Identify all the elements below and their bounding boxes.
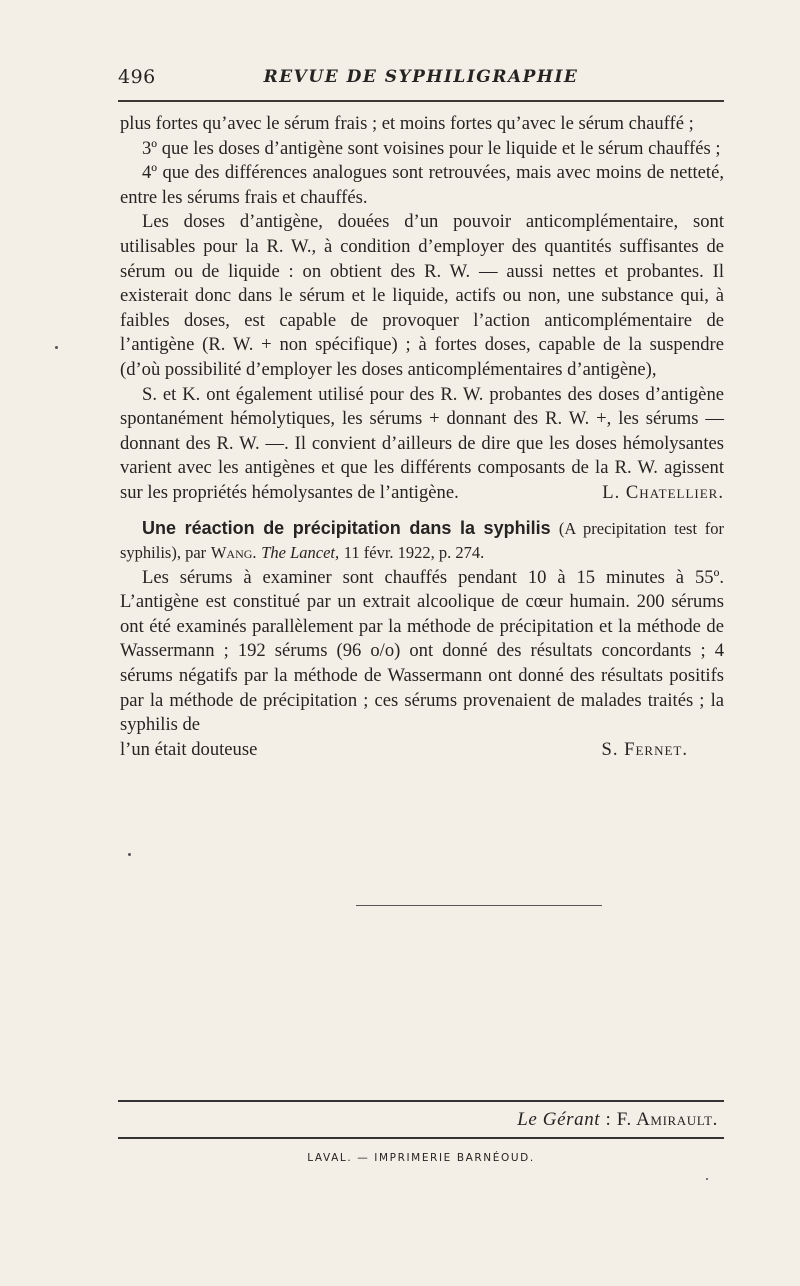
article1-signature: L. Chatellier. [602,481,724,503]
article1-paragraph-doses: Les doses d’antigène, douées d’un pouvoir anticomplémentaire, sont utilisables pour la R. W., à condition d’employer des quantités suffisantes de sérum ou de liquide : on obtient des R. W. — aussi nettes et probantes. Il existerait donc dans le sérum et le liquide, actifs ou non, une substance qui, à faibles doses, est capable de provoquer l’action anticomplémentaire de l’antigène (R. W. + non spécifique) ; à fortes doses, capable de la suspendre (d’où possibilité d’employer les doses anticomplémentaires d’antigène), [120,211,724,380]
article2-journal: The Lancet, [261,543,340,563]
article1-item-3: 3º que les doses d’antigène sont voisines pour le liquide et le sérum chauffés ; [142,137,721,159]
article1-item-4: 4º que des différences analogues sont retrouvées, mais avec moins de netteté, entre les sérums frais et chauffés. [120,162,724,208]
article1-paragraph-sk [120,383,724,506]
section-end-rule [356,905,602,906]
paper-speck [128,853,131,856]
paper-speck [706,1178,708,1180]
article2-reference-post: 11 févr. 1922, p. 274. [343,543,485,563]
article2-signature: S. Fernet. [601,738,688,760]
article2-reference-pre: (A precipitation test for syphilis), par [120,518,724,563]
page-header [118,66,724,92]
article2-title: Une réaction de précipitation dans la syphilis [142,517,551,538]
article2-heading [120,516,724,566]
page-number: 496 [118,66,156,88]
header-rule [118,100,724,102]
article1-paragraph-sk-text: S. et K. ont également utilisé pour des R. W. probantes des doses d’antigène spontanément hémolytiques, les sérums + donnant des R. W. +, les sérums — donnant des R. W. —. Il convient d’ailleurs de dire que les doses hémolysantes varient avec les antigènes et que les différents composants de la R. W. agissent sur les propriétés hémolysantes de l’antigène. [120,383,724,503]
article2-last-line-text: l’un était douteuse [120,738,258,760]
running-title: REVUE DE SYPHILIGRAPHIE [263,67,579,87]
article1-line-1: plus fortes qu’avec le sérum frais ; et moins fortes qu’avec le sérum chauffé ; [120,113,694,134]
gerant-separator: : [605,1109,612,1130]
article2-author: Wang. [210,543,257,563]
paper-speck [55,346,58,349]
article2-last-line [120,738,724,763]
page-body [120,112,724,762]
gerant-name: F. Amirault. [616,1109,718,1130]
gerant-line [118,1109,718,1131]
footer-rule-top [118,1100,724,1102]
gerant-label: Le Gérant [517,1109,601,1130]
footer-rule-bottom [118,1137,724,1139]
printer-imprint: LAVAL. — IMPRIMERIE BARNÉOUD. [307,1152,535,1164]
article2-paragraph: Les sérums à examiner sont chauffés pendant 10 à 15 minutes à 55º. L’antigène est constitué par un extrait alcoolique de cœur humain. 200 sérums ont été examinés parallèlement par la méthode de précipitation et la méthode de Wassermann ; 192 sérums (96 o/o) ont donné des résultats concordants ; 4 sérums négatifs par la méthode de Wassermann ont donné des résultats positifs par la méthode de précipitation ; ces sérums provenaient de malades traités ; la syphilis de [120,566,724,736]
